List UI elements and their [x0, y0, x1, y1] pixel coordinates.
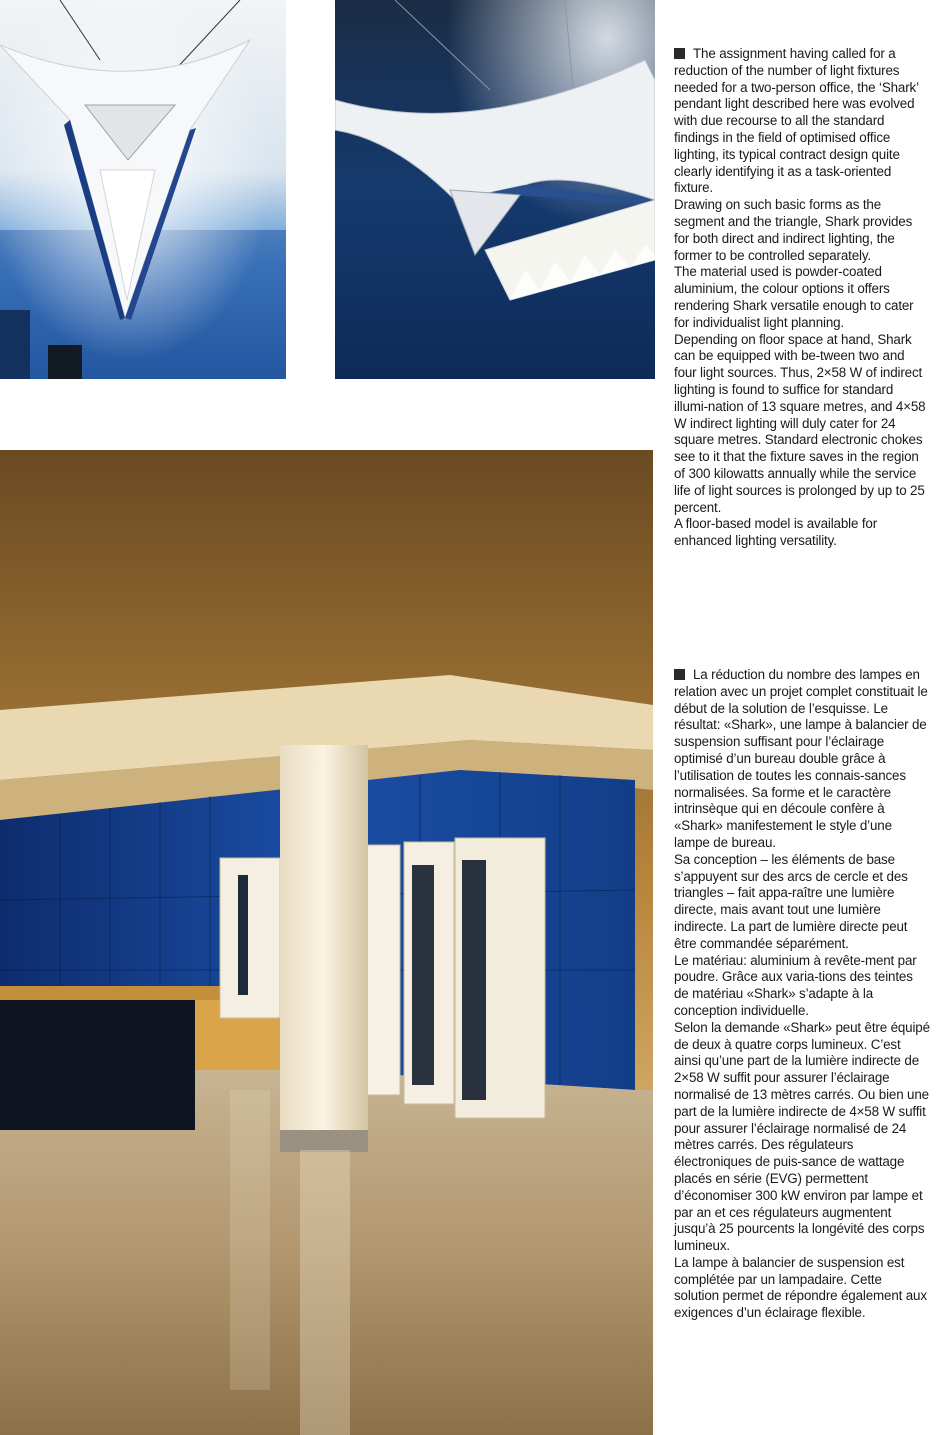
- paragraph-en-4: Depending on floor space at hand, Shark can be equipped with be-tween two and four light sources. Thus, 2×58 W of indirect lighting is found to suffice for standard illumi-nation of 13 square metres, and 4×58 W indirect lighting will duly cater for 24 square metres. Standard electronic chokes see to it that the fixture saves in the region of 300 kilowatts annually while the service life of light sources is prolonged by up to 25 percent.: [674, 331, 926, 515]
- paragraph-fr-5: La lampe à balancier de suspension est complétée par un lampadaire. Cette solution permet de répondre également aux exigences d’un éclairage flexible.: [674, 1254, 927, 1321]
- paragraph-en-1: The assignment having called for a reduction of the number of light fixtures needed for a two-person office, the ‘Shark’ pendant light described here was evolved with due recourse to all the standard findings in the field of optimised office lighting, its typical contract design quite clearly identifying it as a task-oriented fixture.: [674, 46, 919, 196]
- paragraph-en-2: Drawing on such basic forms as the segment and the triangle, Shark provides for both direct and indirect lighting, the former to be controlled separately.: [674, 197, 913, 263]
- photo-pendant-side-view: [335, 0, 655, 379]
- paragraph-fr-1: La réduction du nombre des lampes en relation avec un projet complet constituait le début de la solution de l’esquisse. Le résultat: «Shark», une lampe à balancier de suspension suffisant pour l’éclairage optimisé d’un bureau double grâce à l’utilisation de toutes les connais-sances normalisées. Sa forme et le caractère intrinsèque qui en découle confère à «Shark» manifestement le style d’une lampe de bureau.: [674, 667, 928, 850]
- paragraph-fr-4: Selon la demande «Shark» peut être équipé de deux à quatre corps lumineux. C’est ainsi qu’une part de la lumière indirecte de 2×58 W suffit pour assurer l’éclairage normalisé de 13 mètres carrés. Ou bien une part de la lumière indirecte de 4×58 W suffit pour assurer l’éclairage normalisé de 24 mètres carrés. Des régulateurs électroniques de puis-sance de wattage placés en série (EVG) permettent d’économiser 300 kW environ par lampe et par an et ces régulateurs augmentent jusqu’à 25 pourcents la longévité des corps lumineux.: [674, 1019, 930, 1254]
- paragraph-fr-3: Le matériau: aluminium à revête-ment par poudre. Grâce aux varia-tions des teintes de matériau «Shark» s’adapte à la conception individuelle.: [674, 952, 917, 1018]
- article-text-french: [674, 667, 930, 1322]
- square-bullet-icon: [674, 669, 685, 680]
- paragraph-fr-2: Sa conception – les éléments de base s’appuyent sur des arcs de cercle et des triangles – fait appa-raître une lumière directe, mais avant tout une lumière indirecte. La part de lumière directe peut être commandée séparément.: [674, 851, 908, 951]
- photo-office-interior: [0, 450, 653, 1435]
- paragraph-en-3: The material used is powder-coated aluminium, the colour options it offers rendering Shark versatile enough to cater for individualist light planning.: [674, 264, 914, 330]
- paragraph-en-5: A floor-based model is available for enhanced lighting versatility.: [674, 516, 878, 549]
- square-bullet-icon: [674, 48, 685, 59]
- photo-pendant-from-below: [0, 0, 286, 379]
- article-text-english: [674, 46, 930, 550]
